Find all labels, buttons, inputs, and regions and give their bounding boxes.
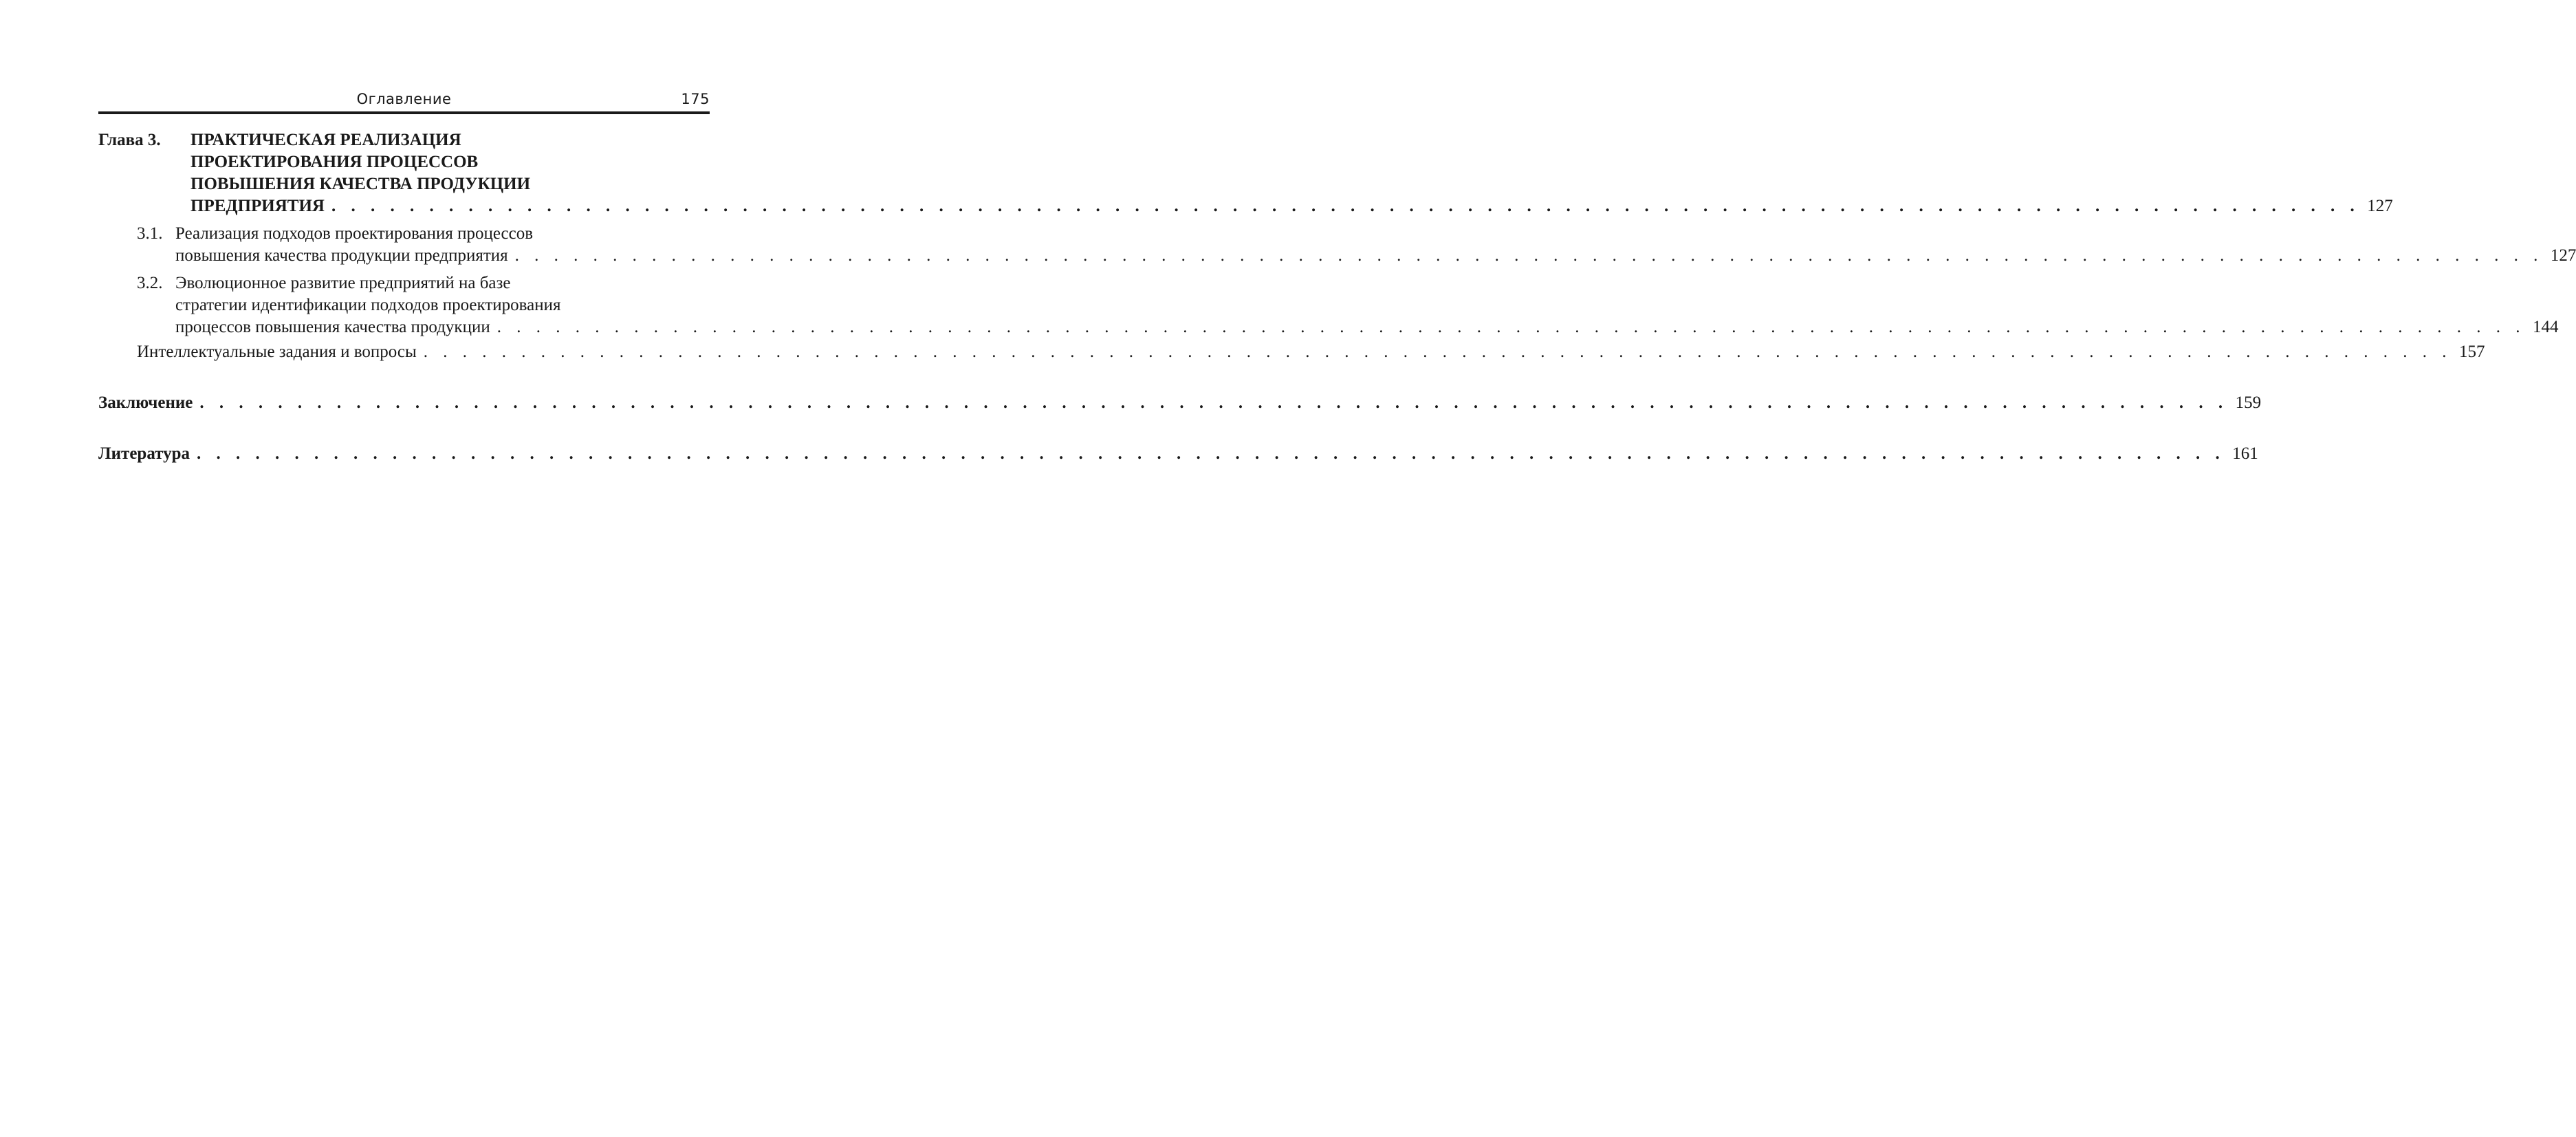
chapter-label: Глава 3. — [98, 131, 161, 149]
table-of-contents — [98, 129, 2576, 465]
running-header — [98, 88, 710, 114]
section-title-line: процессов повышения качества продукции — [175, 318, 490, 336]
toc-literature[interactable] — [98, 443, 2258, 465]
literature-page: 161 — [2232, 444, 2258, 463]
tasks-page: 157 — [2459, 343, 2485, 361]
section-title-line: Эволюционное развитие предприятий на базе — [175, 274, 511, 292]
dot-leader — [331, 195, 2360, 217]
conclusion-page: 159 — [2235, 393, 2262, 412]
dot-leader — [199, 392, 2228, 414]
dot-leader — [197, 443, 2225, 465]
toc-section-3-2[interactable] — [98, 272, 2559, 338]
chapter-page: 127 — [2367, 197, 2393, 215]
section-page: 144 — [2532, 318, 2559, 336]
section-title-line: Реализация подходов проектирования процессов — [175, 224, 534, 243]
toc-section-3-1[interactable] — [98, 223, 2576, 267]
dot-leader — [424, 341, 2452, 363]
chapter-title — [190, 129, 2393, 217]
section-number: 3.2. — [137, 274, 163, 292]
toc-chapter-3[interactable] — [98, 129, 2393, 217]
chapter-title-line: ПРАКТИЧЕСКАЯ РЕАЛИЗАЦИЯ — [190, 131, 461, 149]
dot-leader — [497, 316, 2526, 338]
toc-tasks[interactable] — [137, 341, 2485, 363]
chapter-title-line: ПОВЫШЕНИЯ КАЧЕСТВА ПРОДУКЦИИ — [190, 175, 531, 193]
section-number: 3.1. — [137, 224, 163, 243]
section-page: 127 — [2550, 246, 2576, 265]
tasks-label: Интеллектуальные задания и вопросы — [137, 343, 417, 361]
chapter-title-line: ПРОЕКТИРОВАНИЯ ПРОЦЕССОВ — [190, 153, 479, 171]
dot-leader — [515, 245, 2544, 267]
section-title-line: стратегии идентификации подходов проектирования — [175, 296, 561, 314]
header-page-number: 175 — [681, 91, 710, 107]
conclusion-label: Заключение — [98, 393, 193, 412]
header-title: Оглавление — [356, 91, 452, 107]
section-title-line: повышения качества продукции предприятия — [175, 246, 508, 265]
literature-label: Литература — [98, 444, 190, 463]
chapter-title-line: ПРЕДПРИЯТИЯ — [190, 197, 325, 215]
toc-conclusion[interactable] — [98, 392, 2262, 414]
